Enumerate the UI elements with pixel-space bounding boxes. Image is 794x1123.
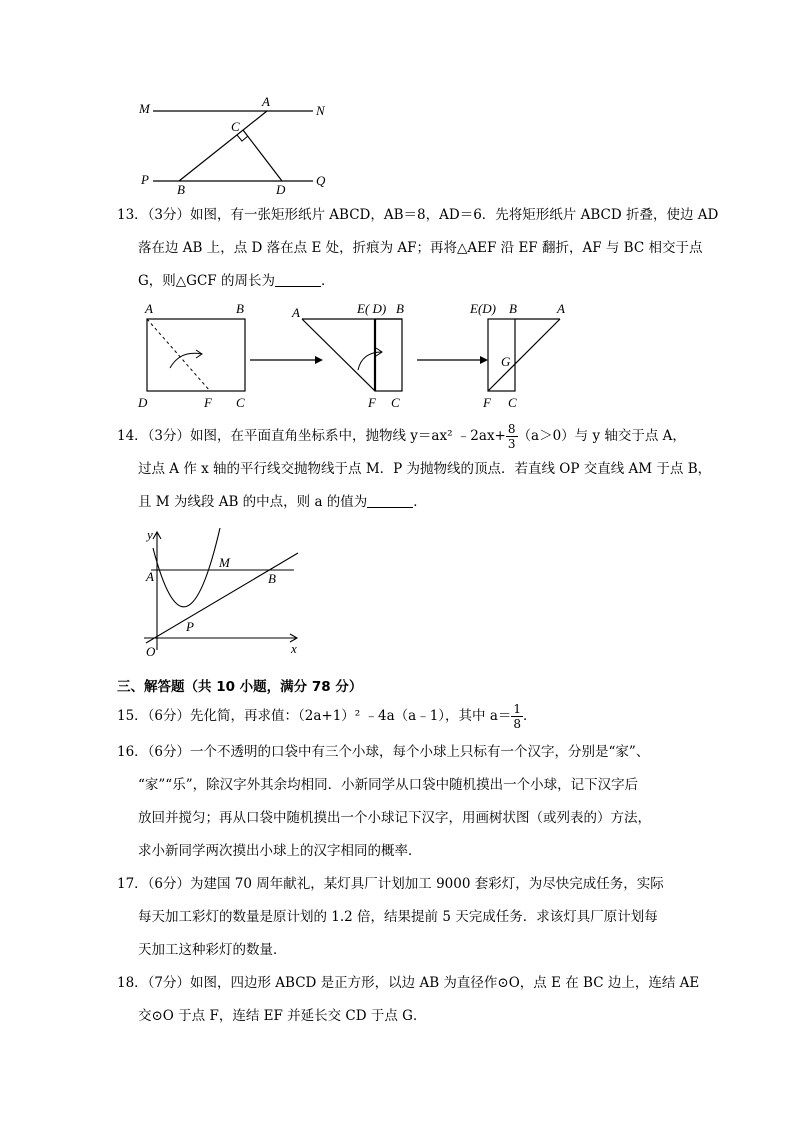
right-angle-mark: [237, 135, 248, 141]
q13-line-1: 13．（3分）如图，有一张矩形纸片 ABCD，AB＝8，AD＝6．先将矩形纸片 ABCD 折叠，使边 AD: [117, 207, 719, 223]
q14-line-1: [117, 420, 687, 453]
p1-label-f: F: [204, 395, 212, 410]
label-x: x: [291, 641, 297, 656]
q15-end: ．: [523, 708, 537, 724]
p3-label-b: B: [509, 301, 517, 316]
p2-label-c: C: [391, 395, 400, 410]
question-17: [117, 868, 687, 967]
label-b: B: [177, 182, 185, 195]
p1-label-c: C: [236, 395, 245, 410]
q13-answer-blank: [275, 272, 321, 287]
q14-end: ．: [413, 494, 427, 510]
q13-line-3-text: G，则△GCF 的周长为: [138, 273, 275, 289]
q15-frac-den: 8: [513, 717, 522, 731]
q16-line-1: 16．（6分）一个不透明的口袋中有三个小球，每个小球上只标有一个汉字，分别是“家”、: [117, 744, 650, 760]
section-3-header: 三、解答题（共 10 小题，满分 78 分）: [117, 679, 363, 695]
p3-label-g: G: [501, 354, 511, 369]
label-o: O: [146, 644, 156, 659]
fig13-panel-1: [137, 301, 245, 410]
label-d: D: [276, 182, 286, 195]
p2-label-f: F: [368, 395, 376, 410]
q14-answer-blank: [367, 493, 413, 508]
q14-line-3-text: 且 M 为线段 AB 的中点，则 a 的值为: [138, 494, 368, 510]
question-14: [117, 420, 712, 519]
q14-line-2: 过点 A 作 x 轴的平行线交抛物线于点 M．P 为抛物线的顶点．若直线 OP 交直线 AM 于点 B，: [138, 461, 712, 477]
q14-line-3: [117, 486, 687, 519]
q14-frac-num: 8: [507, 422, 516, 436]
q16-line-3: 放回并搅匀；再从口袋中随机摸出一个小球记下汉字，用画树状图（或列表的）方法，: [138, 810, 651, 826]
p3-label-f: F: [483, 395, 491, 410]
line-cd: [243, 130, 282, 181]
q13-line-3: [117, 265, 687, 298]
label-c: C: [231, 119, 240, 134]
q16-line-2: “家”“乐”，除汉字外其余均相同．小新同学从口袋中随机摸出一个小球，记下汉字后: [138, 777, 639, 793]
question-16: [117, 736, 687, 868]
p3-label-a: A: [557, 301, 565, 316]
question-15: [117, 700, 687, 733]
label-n: N: [316, 103, 325, 118]
fig13-panel-3: [469, 301, 565, 410]
p2-rect: [375, 319, 402, 391]
p3-diag: [488, 319, 560, 391]
q17-line-3: 天加工这种彩灯的数量．: [138, 942, 287, 958]
p1-label-a: A: [145, 301, 153, 316]
line-ab: [179, 111, 267, 181]
label-m: M: [139, 101, 150, 116]
label-a: A: [262, 95, 270, 109]
figure-q13: [130, 298, 580, 413]
q13-end: ．: [320, 273, 335, 289]
q18-line-1: 18．（7分）如图，四边形 ABCD 是正方形，以边 AB 为直径作⊙O，点 E 在 BC 边上，连结 AE: [117, 975, 700, 991]
fold-arrow-1: [170, 353, 202, 368]
q14-line-1-pre: 14．（3分）如图，在平面直角坐标系中，抛物线 y＝ax² ﹣2ax+: [117, 428, 506, 444]
question-13: [117, 199, 719, 298]
fig13-panel-2: [291, 301, 404, 410]
parabola: [153, 528, 220, 607]
figure-q12: [135, 95, 335, 195]
q16-line-4: 求小新同学两次摸出小球上的汉字相同的概率．: [138, 843, 422, 859]
label-y: y: [147, 527, 153, 542]
step-arrow-2-head: [480, 356, 488, 364]
q15-frac-num: 1: [513, 702, 522, 716]
p2-label-a: A: [292, 305, 300, 320]
p1-label-d: D: [138, 395, 148, 410]
q17-line-2: 每天加工彩灯的数量是原计划的 1.2 倍，结果提前 5 天完成任务．求该灯具厂原计划每: [138, 909, 658, 925]
rect-abcd: [147, 319, 245, 391]
label-p: P: [186, 619, 194, 634]
q15-fraction: [511, 702, 523, 731]
q14-fraction: [506, 422, 518, 451]
p2-label-b: B: [396, 301, 404, 316]
q14-line-1-post: （a＞0）与 y 轴交于点 A，: [517, 428, 686, 444]
q17-line-1: 17．（6分）为建国 70 周年献礼，某灯具厂计划加工 9000 套彩灯，为尽快完成任务，实际: [117, 876, 664, 892]
label-m: M: [219, 555, 230, 570]
label-q: Q: [316, 173, 326, 188]
step-arrow-1-head: [315, 356, 323, 364]
p1-label-b: B: [236, 301, 244, 316]
question-18: [117, 967, 700, 1033]
q13-line-2: 落在边 AB 上，点 D 落在点 E 处，折痕为 AF；再将△AEF 沿 EF 翻折，AF 与 BC 相交于点: [138, 240, 703, 256]
figure-q14: [136, 525, 311, 660]
p2-diag: [302, 319, 375, 391]
label-b: B: [268, 571, 276, 586]
q15-text: 15．（6分）先化简，再求值：（2a+1）² ﹣4a（a﹣1），其中 a＝: [117, 708, 512, 724]
q18-line-2: 交⊙O 于点 F，连结 EF 并延长交 CD 于点 G．: [138, 1008, 427, 1024]
p3-label-e: E(D): [470, 301, 496, 316]
p2-label-e: E( D): [357, 301, 387, 316]
q14-frac-den: 3: [507, 437, 516, 451]
label-p: P: [141, 172, 149, 187]
q15-line-1: [117, 700, 687, 733]
p3-label-c: C: [508, 395, 517, 410]
label-a: A: [146, 569, 154, 584]
